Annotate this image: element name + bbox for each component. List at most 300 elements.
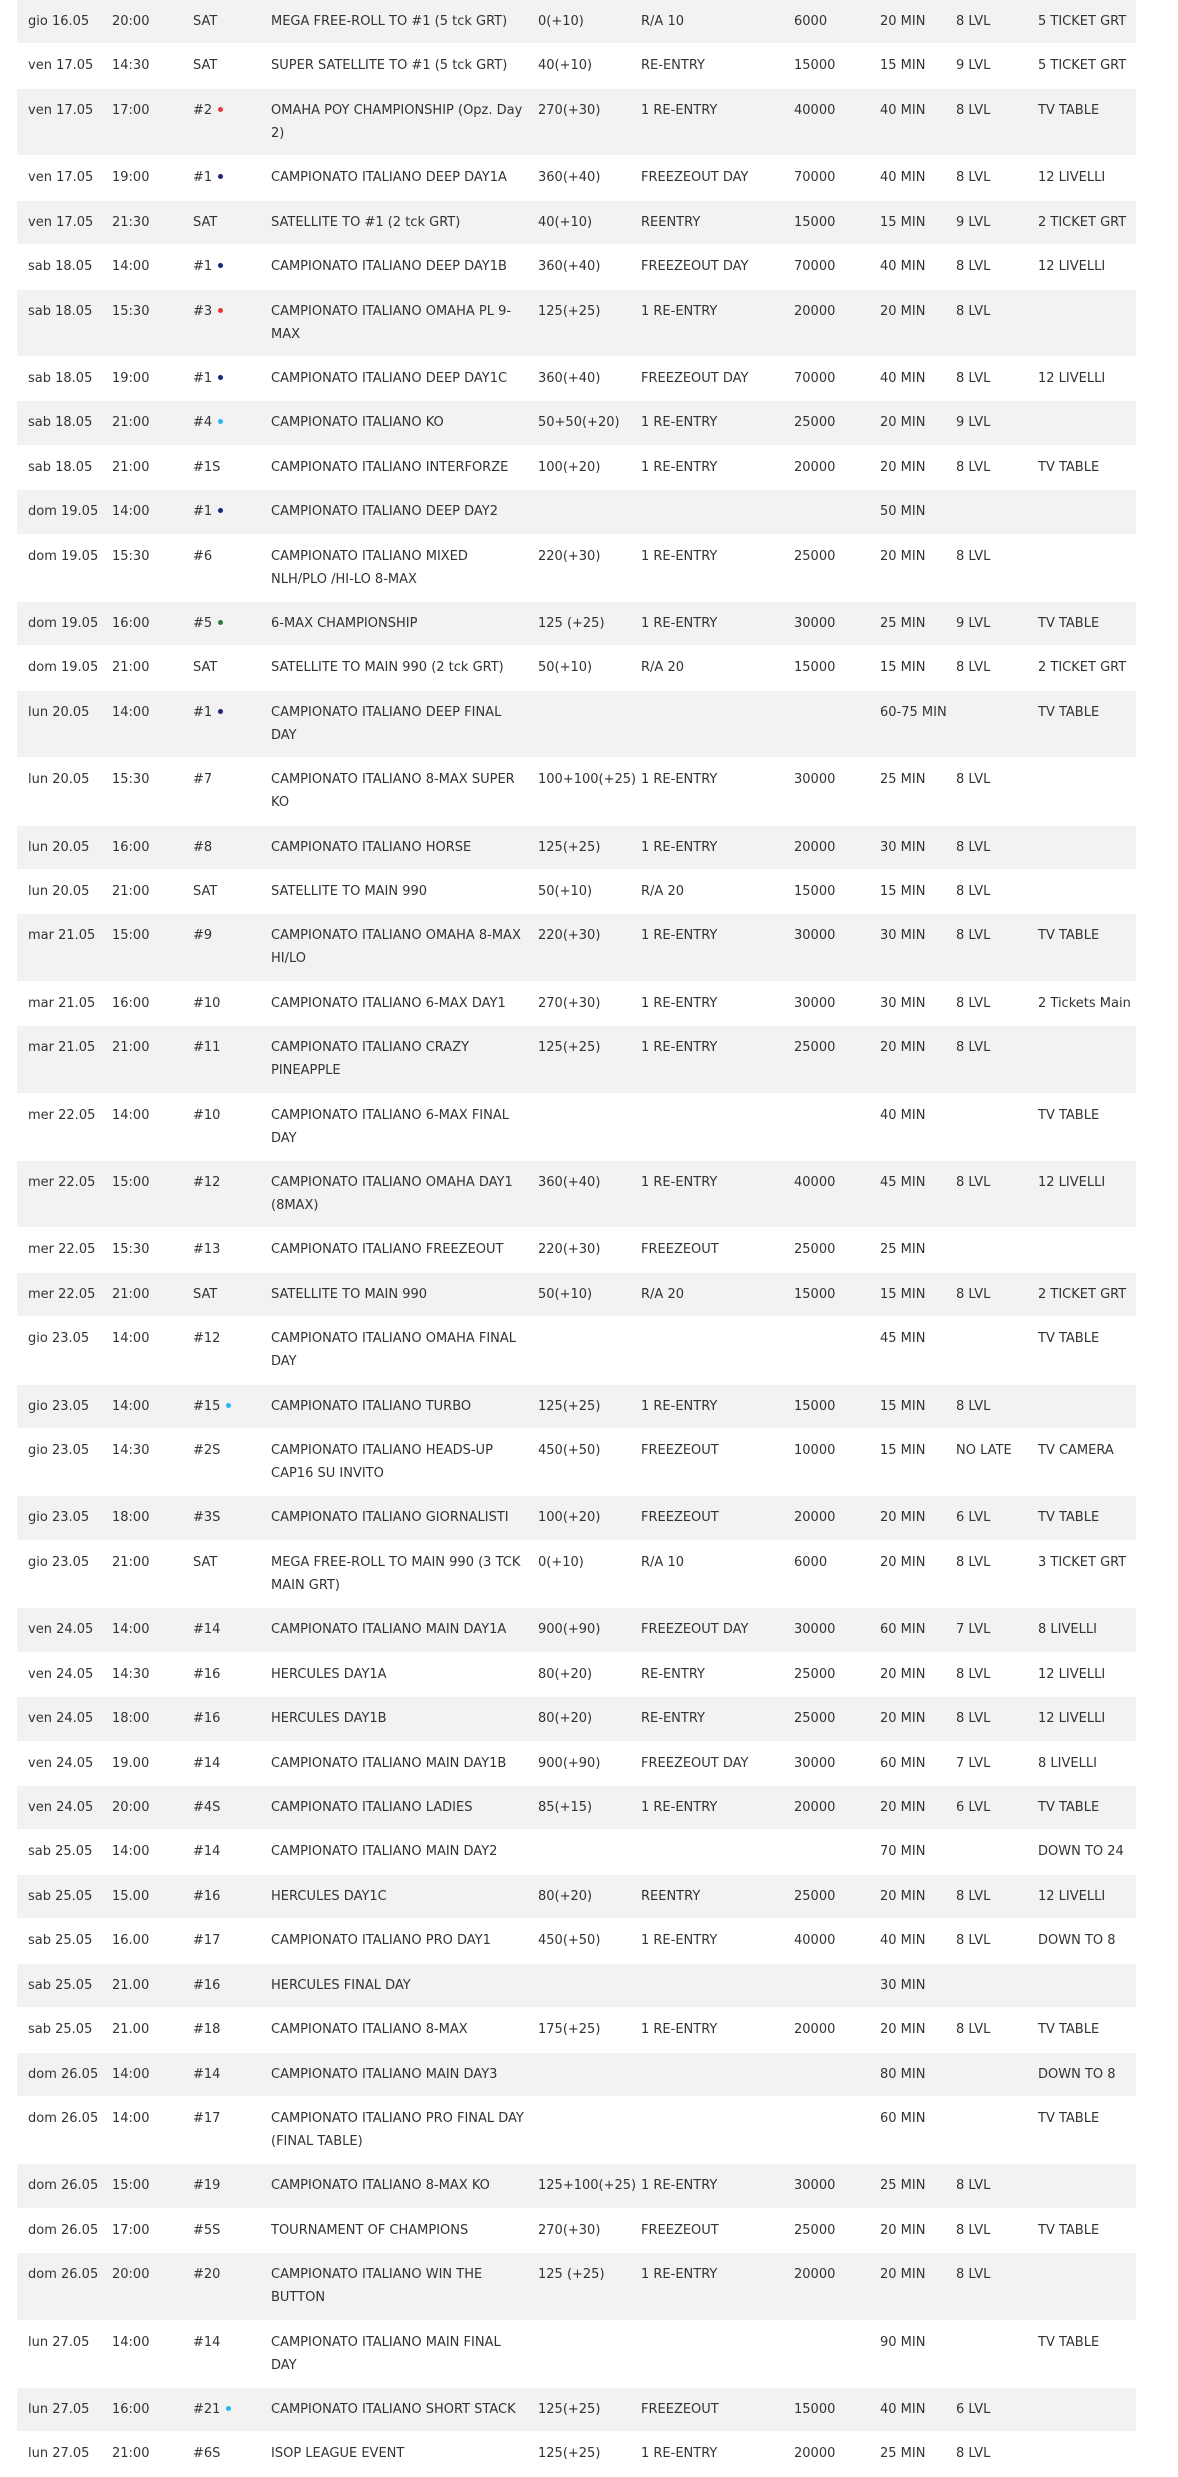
event-number-cell [193, 1663, 220, 1686]
buy-in-text: 125(+25) [538, 2401, 601, 2417]
time-cell [112, 211, 149, 234]
starting-stack-text: 15000 [794, 214, 836, 230]
late-registration-cell [956, 10, 990, 33]
date-cell [28, 992, 95, 1015]
event-color-dot-icon [226, 1403, 231, 1408]
event-number-text: #14 [193, 1622, 221, 1638]
late-registration-text: 8 LVL [956, 995, 991, 1011]
time-cell [112, 1752, 149, 1775]
date-text: dom 26.05 [28, 2267, 99, 2283]
event-number-cell [193, 1929, 220, 1952]
notes-text: TV TABLE [1038, 2110, 1100, 2126]
time-cell [112, 1439, 149, 1462]
date-text: ven 24.05 [28, 1666, 94, 1682]
format-cell [641, 1551, 684, 1574]
format-cell [641, 1752, 749, 1775]
table-row [17, 1161, 1136, 1228]
date-cell [28, 545, 98, 568]
late-registration-text: 9 LVL [956, 214, 991, 230]
format-text: 1 RE-ENTRY [641, 1175, 718, 1191]
starting-stack-text: 40000 [794, 102, 836, 118]
event-number-text: #14 [193, 2334, 221, 2350]
time-text: 15:30 [112, 303, 150, 319]
date-cell [28, 10, 89, 33]
level-duration-cell [880, 166, 948, 189]
late-registration-cell [956, 1929, 990, 1952]
tournament-name-cell [271, 836, 526, 859]
time-text: 17:00 [112, 102, 150, 118]
buy-in-text: 270(+30) [538, 102, 601, 118]
late-registration-cell [956, 456, 990, 479]
notes-text: 12 LIVELLI [1038, 1711, 1106, 1727]
level-duration-cell [880, 255, 948, 278]
level-duration-cell [880, 2107, 948, 2130]
event-number-text: #5 [193, 615, 213, 631]
date-text: lun 27.05 [28, 2401, 90, 2417]
format-cell [641, 1506, 719, 1529]
date-text: gio 23.05 [28, 1331, 90, 1347]
event-number-text: #11 [193, 1040, 221, 1056]
event-number-cell [193, 500, 223, 523]
event-number-text: #1 [193, 704, 213, 720]
starting-stack-cell [794, 2442, 835, 2465]
format-text: FREEZEOUT DAY [641, 370, 749, 386]
table-row [17, 1496, 1136, 1540]
buy-in-cell [538, 2174, 636, 2197]
event-number-text: #17 [193, 2110, 221, 2126]
date-text: dom 19.05 [28, 660, 99, 676]
notes-text: 5 TICKET GRT [1038, 14, 1127, 29]
time-text: 21.00 [112, 2022, 150, 2038]
level-duration-text: 30 MIN [880, 839, 926, 855]
date-cell [28, 2442, 89, 2465]
tournament-name-cell [271, 1752, 526, 1775]
notes-cell [1038, 1327, 1099, 1350]
buy-in-cell [538, 99, 600, 122]
notes-cell [1038, 211, 1126, 234]
late-registration-cell [956, 2442, 990, 2465]
late-registration-text: 8 LVL [956, 1175, 991, 1191]
notes-text: TV TABLE [1038, 2334, 1100, 2350]
table-row [17, 1317, 1136, 1384]
date-cell [28, 701, 89, 724]
buy-in-text: 50(+10) [538, 1286, 593, 1302]
event-number-text: #1 [193, 259, 213, 275]
buy-in-text: 100(+20) [538, 1510, 601, 1526]
tournament-name-cell [271, 1840, 526, 1863]
tournament-name-cell [271, 1439, 526, 1485]
notes-text: 12 LIVELLI [1038, 370, 1106, 386]
tournament-name-text: CAMPIONATO ITALIANO HORSE [271, 839, 472, 855]
event-color-dot-icon [218, 620, 223, 625]
buy-in-cell [538, 54, 592, 77]
late-registration-cell [956, 211, 990, 234]
tournament-name-text: CAMPIONATO ITALIANO DEEP DAY1C [271, 370, 508, 386]
time-text: 19:00 [112, 170, 150, 186]
time-text: 14:00 [112, 2110, 150, 2126]
time-cell [112, 2018, 149, 2041]
notes-cell [1038, 1506, 1099, 1529]
level-duration-cell [880, 1796, 948, 1819]
notes-cell [1038, 992, 1131, 1015]
table-row [17, 2097, 1136, 2164]
starting-stack-text: 25000 [794, 415, 836, 431]
late-registration-text: 8 LVL [956, 1398, 991, 1414]
tournament-name-text: HERCULES DAY1A [271, 1666, 387, 1682]
notes-cell [1038, 54, 1126, 77]
late-registration-text: 8 LVL [956, 839, 991, 855]
buy-in-text: 50+50(+20) [538, 415, 620, 431]
late-registration-cell [956, 1885, 990, 1908]
late-registration-cell [956, 992, 990, 1015]
format-text: REENTRY [641, 214, 701, 230]
event-number-cell [193, 1506, 220, 1529]
notes-text: TV TABLE [1038, 704, 1100, 720]
level-duration-cell [880, 411, 948, 434]
event-number-text: #12 [193, 1175, 221, 1191]
starting-stack-cell [794, 836, 835, 859]
format-cell [641, 1439, 719, 1462]
level-duration-cell [880, 300, 948, 323]
format-cell [641, 54, 705, 77]
level-duration-text: 45 MIN [880, 1175, 926, 1191]
level-duration-cell [880, 1663, 948, 1686]
starting-stack-text: 25000 [794, 1888, 836, 1904]
level-duration-cell [880, 924, 948, 947]
buy-in-text: 125(+25) [538, 2446, 601, 2462]
table-row [17, 1608, 1136, 1652]
tournament-name-cell [271, 1327, 526, 1373]
level-duration-cell [880, 1551, 948, 1574]
format-cell [641, 836, 717, 859]
event-number-text: SAT [193, 660, 218, 676]
event-number-cell [193, 1238, 220, 1261]
late-registration-text: 8 LVL [956, 1933, 991, 1949]
notes-cell [1038, 1840, 1124, 1863]
date-text: ven 17.05 [28, 170, 94, 186]
event-color-dot-icon [218, 508, 223, 513]
format-text: 1 RE-ENTRY [641, 995, 718, 1011]
starting-stack-cell [794, 612, 835, 635]
tournament-name-text: CAMPIONATO ITALIANO OMAHA DAY1 (8MAX) [271, 1175, 513, 1214]
starting-stack-cell [794, 1618, 835, 1641]
late-registration-text: 8 LVL [956, 1888, 991, 1904]
buy-in-cell [538, 656, 592, 679]
level-duration-text: 15 MIN [880, 1286, 926, 1302]
format-cell [641, 2219, 719, 2242]
tournament-name-cell [271, 2331, 526, 2377]
event-number-cell [193, 54, 217, 77]
buy-in-text: 125 (+25) [538, 615, 605, 631]
time-cell [112, 2063, 149, 2086]
format-text: 1 RE-ENTRY [641, 548, 718, 564]
date-text: ven 17.05 [28, 58, 94, 74]
level-duration-cell [880, 992, 948, 1015]
time-cell [112, 1840, 149, 1863]
date-cell [28, 500, 98, 523]
time-cell [112, 1796, 149, 1819]
level-duration-cell [880, 2018, 948, 2041]
tournament-name-text: CAMPIONATO ITALIANO WIN THE BUTTON [271, 2267, 483, 2306]
table-row [17, 2164, 1136, 2208]
notes-cell [1038, 1618, 1097, 1641]
starting-stack-cell [794, 992, 835, 1015]
starting-stack-text: 20000 [794, 459, 836, 475]
level-duration-text: 40 MIN [880, 102, 926, 118]
format-text: 1 RE-ENTRY [641, 102, 718, 118]
notes-cell [1038, 2331, 1099, 2354]
starting-stack-text: 20000 [794, 1799, 836, 1815]
format-text: FREEZEOUT [641, 1242, 719, 1258]
late-registration-text: 8 LVL [956, 1286, 991, 1302]
table-row [17, 156, 1136, 200]
tournament-name-cell [271, 1036, 526, 1082]
event-number-cell [193, 2442, 220, 2465]
table-row [17, 401, 1136, 445]
time-text: 14:30 [112, 58, 150, 74]
tournament-name-text: CAMPIONATO ITALIANO 8-MAX KO [271, 2178, 490, 2194]
tournament-name-text: TOURNAMENT OF CHAMPIONS [271, 2222, 469, 2238]
table-row [17, 1830, 1136, 1874]
buy-in-text: 220(+30) [538, 1242, 601, 1258]
format-text: 1 RE-ENTRY [641, 415, 718, 431]
buy-in-text: 40(+10) [538, 58, 593, 74]
tournament-name-text: MEGA FREE-ROLL TO #1 (5 tck GRT) [271, 14, 508, 29]
tournament-name-text: CAMPIONATO ITALIANO CRAZY PINEAPPLE [271, 1040, 470, 1079]
buy-in-cell [538, 2442, 600, 2465]
notes-cell [1038, 1752, 1097, 1775]
late-registration-cell [956, 99, 990, 122]
late-registration-text: 8 LVL [956, 2222, 991, 2238]
level-duration-text: 40 MIN [880, 2401, 926, 2417]
tournament-name-text: MEGA FREE-ROLL TO MAIN 990 (3 TCK MAIN GRT) [271, 1554, 521, 1593]
format-text: 1 RE-ENTRY [641, 2022, 718, 2038]
date-cell [28, 2219, 98, 2242]
time-text: 15:30 [112, 1242, 150, 1258]
buy-in-cell [538, 166, 600, 189]
time-text: 21:00 [112, 1286, 150, 1302]
late-registration-text: 8 LVL [956, 1666, 991, 1682]
event-number-text: #14 [193, 1755, 221, 1771]
notes-cell [1038, 1171, 1105, 1194]
level-duration-text: 60-75 MIN [880, 704, 947, 720]
format-cell [641, 1885, 700, 1908]
level-duration-text: 15 MIN [880, 214, 926, 230]
tournament-name-text: CAMPIONATO ITALIANO KO [271, 415, 444, 431]
tournament-name-text: HERCULES FINAL DAY [271, 1977, 411, 1993]
starting-stack-cell [794, 880, 835, 903]
format-cell [641, 166, 749, 189]
table-row [17, 201, 1136, 245]
event-number-text: #20 [193, 2267, 221, 2283]
event-number-text: #12 [193, 1331, 221, 1347]
time-cell [112, 656, 149, 679]
date-cell [28, 1104, 95, 1127]
buy-in-cell [538, 1283, 592, 1306]
event-number-text: SAT [193, 884, 218, 900]
starting-stack-cell [794, 768, 835, 791]
level-duration-text: 20 MIN [880, 548, 926, 564]
table-row [17, 1273, 1136, 1317]
buy-in-cell [538, 2018, 600, 2041]
late-registration-text: 8 LVL [956, 1040, 991, 1056]
late-registration-text: 8 LVL [956, 259, 991, 275]
tournament-name-text: CAMPIONATO ITALIANO DEEP DAY2 [271, 504, 499, 520]
level-duration-cell [880, 54, 948, 77]
format-text: 1 RE-ENTRY [641, 1398, 718, 1414]
date-text: sab 25.05 [28, 1844, 93, 1860]
date-cell [28, 836, 89, 859]
tournament-name-text: CAMPIONATO ITALIANO OMAHA PL 9-MAX [271, 303, 512, 342]
time-text: 17:00 [112, 2222, 150, 2238]
tournament-name-cell [271, 1395, 526, 1418]
date-cell [28, 2018, 92, 2041]
starting-stack-text: 30000 [794, 772, 836, 788]
starting-stack-cell [794, 367, 835, 390]
notes-text: 12 LIVELLI [1038, 1666, 1106, 1682]
notes-text: TV TABLE [1038, 1107, 1100, 1123]
level-duration-text: 40 MIN [880, 370, 926, 386]
event-color-dot-icon [218, 308, 223, 313]
level-duration-text: 20 MIN [880, 1711, 926, 1727]
tournament-name-cell [271, 992, 526, 1015]
late-registration-text: 8 LVL [956, 459, 991, 475]
table-row [17, 357, 1136, 401]
starting-stack-cell [794, 255, 835, 278]
event-number-cell [193, 1840, 220, 1863]
notes-cell [1038, 1885, 1105, 1908]
event-number-text: #10 [193, 995, 221, 1011]
date-text: sab 18.05 [28, 459, 93, 475]
event-number-text: #2S [193, 1443, 221, 1459]
tournament-name-text: SATELLITE TO MAIN 990 (2 tck GRT) [271, 660, 504, 676]
late-registration-text: 9 LVL [956, 415, 991, 431]
table-row [17, 245, 1136, 289]
time-text: 19:00 [112, 370, 150, 386]
event-number-cell [193, 612, 223, 635]
starting-stack-text: 25000 [794, 2222, 836, 2238]
level-duration-cell [880, 1929, 948, 1952]
starting-stack-text: 30000 [794, 995, 836, 1011]
level-duration-text: 20 MIN [880, 2222, 926, 2238]
tournament-name-text: HERCULES DAY1B [271, 1711, 387, 1727]
late-registration-text: 6 LVL [956, 2401, 991, 2417]
level-duration-cell [880, 836, 948, 859]
late-registration-cell [956, 166, 990, 189]
date-text: sab 25.05 [28, 1977, 93, 1993]
starting-stack-text: 30000 [794, 615, 836, 631]
tournament-name-cell [271, 367, 526, 390]
level-duration-text: 30 MIN [880, 1977, 926, 1993]
late-registration-cell [956, 1506, 990, 1529]
format-text: 1 RE-ENTRY [641, 772, 718, 788]
date-text: mar 21.05 [28, 995, 96, 1011]
buy-in-text: 100+100(+25) [538, 772, 637, 788]
time-cell [112, 768, 149, 791]
level-duration-text: 80 MIN [880, 2066, 926, 2082]
time-cell [112, 411, 149, 434]
date-cell [28, 1618, 93, 1641]
date-text: gio 23.05 [28, 1398, 90, 1414]
table-row [17, 1964, 1136, 2008]
date-text: lun 20.05 [28, 884, 90, 900]
date-cell [28, 1439, 89, 1462]
buy-in-text: 900(+90) [538, 1622, 601, 1638]
format-cell [641, 1395, 717, 1418]
level-duration-cell [880, 2063, 948, 2086]
tournament-name-cell [271, 656, 526, 679]
starting-stack-text: 40000 [794, 1175, 836, 1191]
tournament-name-text: CAMPIONATO ITALIANO OMAHA 8-MAX HI/LO [271, 928, 521, 967]
buy-in-text: 50(+10) [538, 660, 593, 676]
starting-stack-text: 15000 [794, 884, 836, 900]
event-number-text: SAT [193, 14, 218, 29]
date-text: dom 19.05 [28, 548, 99, 564]
time-cell [112, 2263, 149, 2286]
event-number-cell [193, 701, 223, 724]
date-cell [28, 2174, 98, 2197]
event-number-text: #19 [193, 2178, 221, 2194]
tournament-name-text: CAMPIONATO ITALIANO TURBO [271, 1398, 472, 1414]
event-number-text: #1 [193, 370, 213, 386]
level-duration-cell [880, 2263, 948, 2286]
time-cell [112, 612, 149, 635]
event-number-text: #3S [193, 1510, 221, 1526]
table-row [17, 691, 1136, 758]
date-text: sab 25.05 [28, 1888, 93, 1904]
table-row [17, 1919, 1136, 1963]
starting-stack-text: 30000 [794, 1622, 836, 1638]
time-cell [112, 367, 149, 390]
late-registration-text: 8 LVL [956, 2178, 991, 2194]
format-text: FREEZEOUT [641, 1510, 719, 1526]
date-cell [28, 99, 93, 122]
buy-in-cell [538, 1506, 600, 1529]
starting-stack-cell [794, 2263, 835, 2286]
buy-in-cell [538, 1551, 584, 1574]
level-duration-text: 20 MIN [880, 459, 926, 475]
event-number-text: #1 [193, 170, 213, 186]
tournament-name-text: CAMPIONATO ITALIANO LADIES [271, 1799, 473, 1815]
time-cell [112, 1974, 149, 1997]
time-cell [112, 1283, 149, 1306]
table-row [17, 2253, 1136, 2320]
tournament-name-text: CAMPIONATO ITALIANO 6-MAX FINAL DAY [271, 1107, 510, 1146]
time-cell [112, 836, 149, 859]
starting-stack-cell [794, 1036, 835, 1059]
date-cell [28, 255, 92, 278]
time-text: 20:00 [112, 14, 150, 29]
starting-stack-cell [794, 1885, 835, 1908]
date-text: sab 25.05 [28, 1933, 93, 1949]
event-number-cell [193, 1327, 220, 1350]
time-cell [112, 1327, 149, 1350]
time-text: 14:00 [112, 1844, 150, 1860]
date-cell [28, 300, 92, 323]
table-row [17, 982, 1136, 1026]
event-number-cell [193, 1395, 231, 1418]
time-text: 21:00 [112, 2446, 150, 2462]
time-cell [112, 2219, 149, 2242]
date-cell [28, 1036, 95, 1059]
format-cell [641, 1283, 684, 1306]
notes-cell [1038, 255, 1105, 278]
table-row [17, 1697, 1136, 1741]
buy-in-cell [538, 992, 600, 1015]
event-number-cell [193, 211, 217, 234]
tournament-name-text: CAMPIONATO ITALIANO 6-MAX DAY1 [271, 995, 506, 1011]
tournament-name-text: CAMPIONATO ITALIANO DEEP DAY1B [271, 259, 507, 275]
